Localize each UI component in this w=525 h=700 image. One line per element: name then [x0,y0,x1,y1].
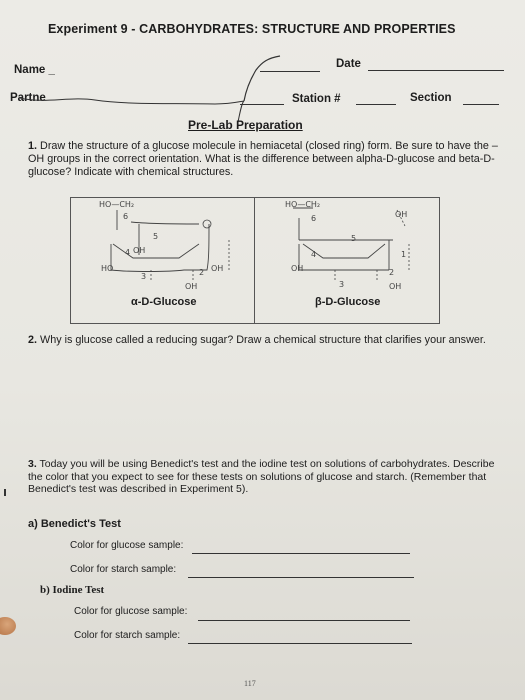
beta-c4-note: 4 [311,250,317,259]
q2-text: Why is glucose called a reducing sugar? Draw a chemical structure that clarifies your answer. [40,334,486,346]
alpha-ho3-note: HO [101,264,114,273]
benedict-starch-line[interactable] [188,577,414,578]
alpha-c6-note: 6 [123,212,129,221]
partner-label: Partne [10,92,46,104]
binder-hole-mark [0,617,16,635]
benedict-glucose-line[interactable] [192,553,410,554]
name-label: Name _ [14,64,55,76]
margin-tick [4,489,6,496]
question-3 [28,458,498,496]
iodine-glucose-line[interactable] [198,620,410,621]
beta-c1-note: 1 [401,250,407,259]
beta-oh2-note: OH [389,282,402,291]
alpha-oh1-note: OH [211,264,224,273]
beta-c2-note: 2 [389,268,395,277]
section-label: Section [410,92,452,104]
q2-number: 2. [28,334,38,346]
q1-number: 1. [28,140,38,152]
iodine-glucose-label: Color for glucose sample: [74,606,188,617]
beta-ch2-note: HO—CH₂ [285,200,321,209]
station-label: Station # [292,93,341,105]
beta-oh4-note: OH [291,264,304,273]
date-label: Date [336,58,361,70]
page-title: Experiment 9 - CARBOHYDRATES: STRUCTURE AND PROPERTIES [48,22,456,36]
beta-oh1-note: OH [395,210,408,219]
beta-c6-note: 6 [311,214,317,223]
q1-text: Draw the structure of a glucose molecule in hemiacetal (closed ring) form. Be sure to have the –OH groups in the correct orientation. What is the difference between alpha-D-glucose and beta-D-glucose? Indicate with chemical structures. [28,140,498,178]
beta-c3-note: 3 [339,280,345,289]
alpha-oh4-note: OH [133,246,146,255]
alpha-c5-note: 5 [153,232,159,241]
pen-scribble [0,0,525,130]
beta-glucose-drawing [273,200,433,290]
q3-number: 3. [28,458,37,470]
iodine-starch-line[interactable] [188,643,412,644]
prelab-heading: Pre-Lab Preparation [188,118,303,132]
beta-c5-note: 5 [351,234,357,243]
alpha-glucose-drawing [89,200,249,290]
benedict-glucose-label: Color for glucose sample: [70,540,184,551]
alpha-c4-note: 4 [125,248,131,257]
glucose-structure-box[interactable] [70,197,440,324]
question-1 [28,140,498,179]
alpha-c3-note: 3 [141,272,147,281]
beta-glucose-caption: β-D-Glucose [315,296,381,308]
alpha-c2-note: 2 [199,268,205,277]
page-number: 117 [244,679,256,688]
question-2 [28,334,498,347]
benedict-starch-label: Color for starch sample: [70,564,177,575]
q3-text: Today you will be using Benedict's test and the iodine test on solutions of carbohydrates. Describe the color that you expect to see for these tests on solutions of glucose and starch. (Remember that Benedict's test was described in Experiment 5). [28,458,495,495]
alpha-glucose-caption: α-D-Glucose [131,296,197,308]
benedicts-test-label: a) Benedict's Test [28,518,121,530]
alpha-ch2-note: HO—CH₂ [99,200,135,209]
alpha-oh2-note: OH [185,282,198,291]
structure-divider [254,198,255,323]
iodine-starch-label: Color for starch sample: [74,630,181,641]
iodine-test-label: b) Iodine Test [40,584,105,596]
